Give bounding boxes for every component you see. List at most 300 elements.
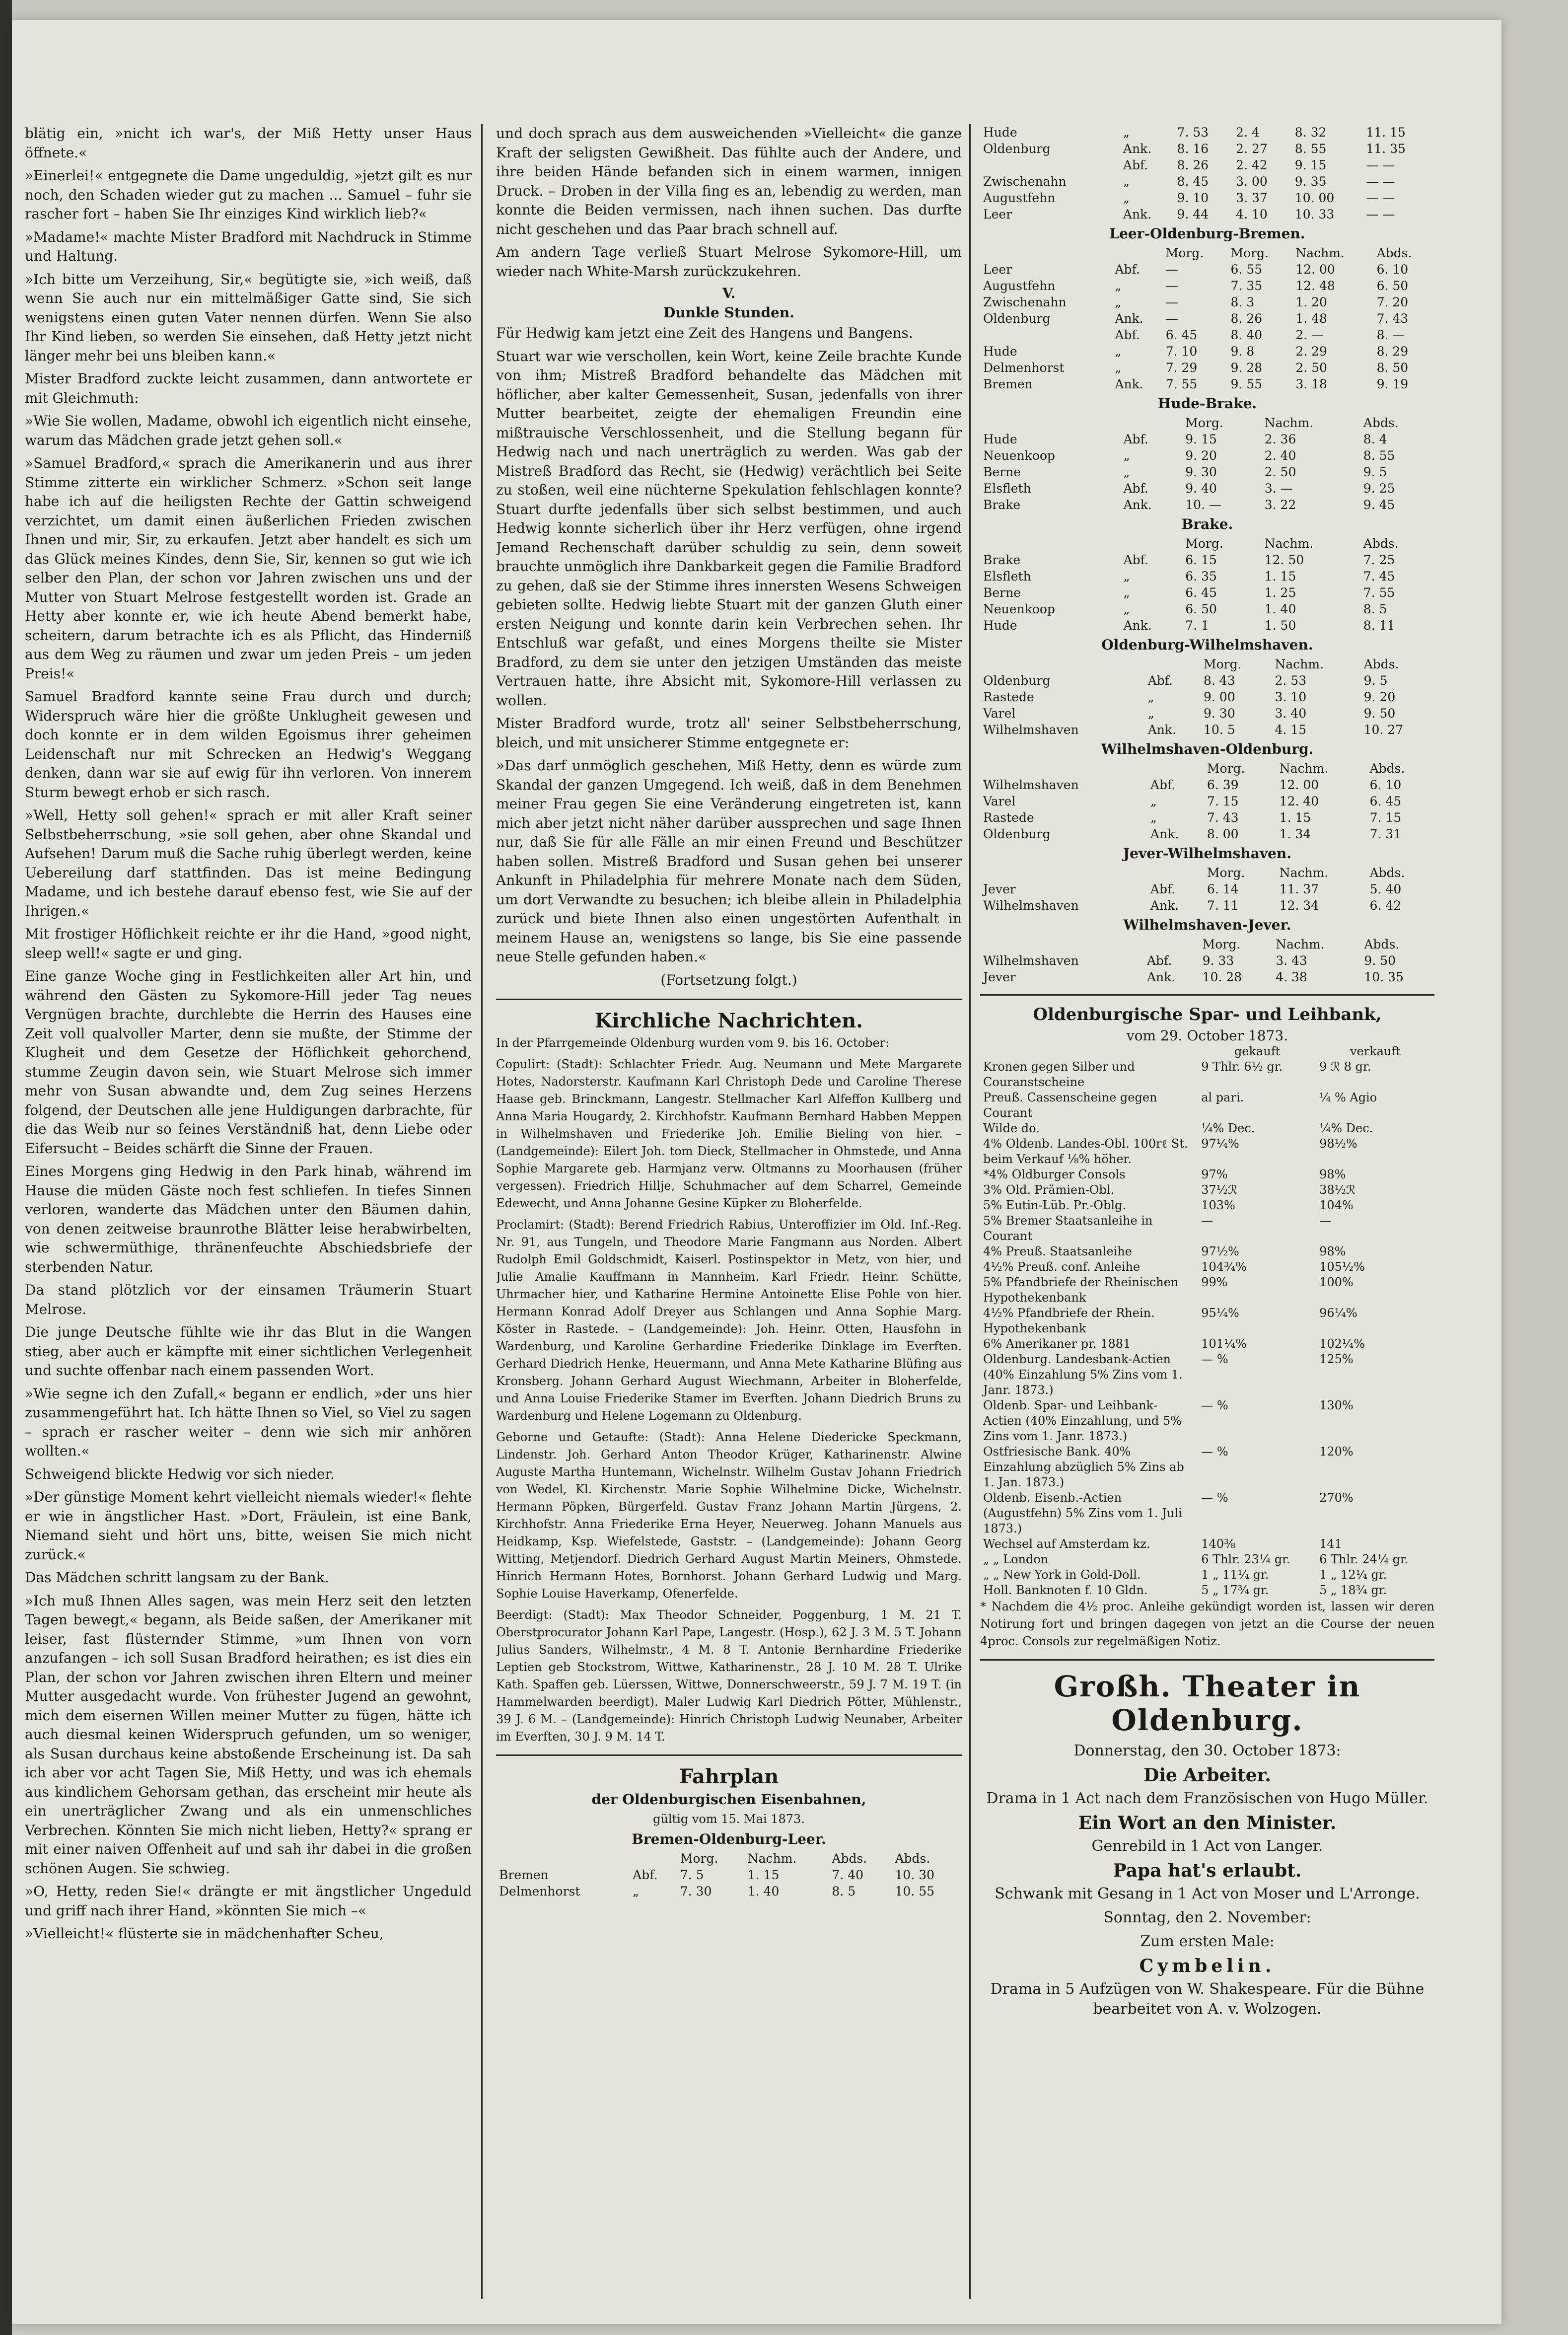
- table-row: [980, 1213, 1434, 1244]
- sell-price: ¼ % Agio: [1319, 1091, 1377, 1104]
- sell-price: 270%: [1319, 1491, 1354, 1505]
- story-paragraph: Mister Bradford zuckte leicht zusammen, dann antwortete er mit Gleichmuth:: [25, 370, 472, 406]
- timetable-oldenburg-wilhelmshaven: [980, 656, 1434, 738]
- table-row: [980, 124, 1434, 141]
- time: 3. 18: [1295, 377, 1327, 391]
- time: 7. 25: [1363, 553, 1395, 567]
- buy-price: 97½%: [1201, 1244, 1239, 1258]
- table-row: [980, 431, 1434, 447]
- route-title: Jever-Wilhelmshaven.: [1123, 845, 1292, 862]
- church-proclamirt: Proclamirt: (Stadt): Berend Friedrich Rabius, Unteroffizier im Old. Inf.-Reg. Nr. 91, aus Tungeln, und Theodore Marie Fangmann aus Norden. Albert Rudolph Emil Goldschmidt, Kaiserl. Postinspektor in Metz, von hier, und Julie Amalie Kauffmann in Mannheim. Karl Friedr. Heinr. Schütte, Uhrmacher hier, und Katharine Hermine Antoinette Elise Pohle von hier. Hermann Konrad Adolf Dreyer aus Schlangen und Anna Sophie Marg. Köster in Rastede. – (Landgemeinde): Joh. Heinr. Otten, Hausfohn in Wardenburg, und Karoline Gerhardine Friederike Dinklage im Everften. Gerhard Diedrich Henke, Heuermann, und Anna Mete Katharine Blüfing aus Kronsberg. Johann Gerhard August Wiechmann, Arbeiter in Bloherfelde, und Anna Louise Friederike Stamer im Everften. Johann Diedrich Bruns zu Wardenburg und Helene Logemann zu Oldenburg.: [496, 1218, 962, 1423]
- col-header: Morg.: [1185, 416, 1223, 430]
- table-row: [980, 1536, 1434, 1552]
- sell-price: 96¼%: [1319, 1306, 1357, 1320]
- time: 11. 35: [1366, 142, 1406, 156]
- theater-title: Großh. Theater in Oldenburg.: [1054, 1670, 1361, 1737]
- station: Rastede: [983, 690, 1034, 704]
- col-header: Morg.: [1165, 246, 1204, 260]
- time: 8. 00: [1207, 827, 1239, 841]
- time: 9. 55: [1230, 377, 1263, 391]
- time: 7. 5: [680, 1868, 704, 1882]
- security-name: 5% Pfandbriefe der Rheinischen Hypothekenbank: [983, 1275, 1179, 1305]
- dep-arr: Ank.: [1115, 377, 1143, 391]
- time: 7. 53: [1177, 125, 1209, 140]
- col-header: Abds.: [1376, 246, 1412, 260]
- col-header: Nachm.: [1279, 761, 1329, 776]
- time: 8. 5: [832, 1884, 856, 1898]
- time: 8. 26: [1230, 311, 1263, 326]
- table-row: [980, 705, 1434, 722]
- time: 7. 30: [680, 1884, 712, 1898]
- time: 12. 34: [1279, 898, 1319, 913]
- time: 12. 48: [1295, 279, 1335, 293]
- time: 7. 1: [1185, 618, 1209, 633]
- story-paragraph: Da stand plötzlich vor der einsamen Träumerin Stuart Melrose.: [25, 1282, 472, 1317]
- dep-arr: Ank.: [1115, 311, 1143, 326]
- security-name: Wechsel auf Amsterdam kz.: [983, 1537, 1150, 1551]
- time: 1. 50: [1264, 618, 1296, 633]
- station: Wilhelmshaven: [983, 953, 1079, 968]
- dep-arr: „: [1115, 361, 1122, 375]
- book-gutter-edge: [0, 0, 12, 2335]
- dep-arr: Ank.: [1147, 723, 1176, 737]
- col-header: Abds.: [1369, 761, 1405, 776]
- table-row: [980, 1490, 1434, 1536]
- buy-price: 140⅜: [1201, 1537, 1236, 1551]
- time: 1. 34: [1279, 827, 1311, 841]
- table-row: [980, 689, 1434, 705]
- buy-price: 97¼%: [1201, 1137, 1239, 1151]
- timetable-subtitle: der Oldenburgischen Eisenbahnen,: [591, 1791, 866, 1808]
- station: [980, 157, 1120, 173]
- sell-price: 5 „ 18¾ gr.: [1319, 1583, 1387, 1597]
- church-copulirt: Copulirt: (Stadt): Schlachter Friedr. Aug. Neumann und Mete Margarete Hotes, Nadorsterstr. Kaufmann Karl Christoph Dede und Caroline Therese Haase geb. Brinckmann, Langestr. Stellmacher Karl Alfeffon Kullberg und Anna Maria Hougardy, 2. Kirchhofstr. Kaufmann Bernhard Habben Meppen in Wilhelmshaven und Friederike Joh. Emilie Bieling von hier. – (Landgemeinde): Eilert Joh. tom Dieck, Stellmacher in Ohmstede, und Anna Sophie Margarete geb. Harmjanz verw. Oltmanns zu Moorhausen (früher vergessen). Friedrich Hillje, Schuhmacher auf dem Scharrel, Gemeinde Edewecht, und Anna Johanne Gesine Küpker zu Bloherfelde.: [496, 1057, 962, 1210]
- time: 9. 8: [1230, 344, 1255, 359]
- story-paragraph: Das Mädchen schritt langsam zu der Bank.: [25, 1569, 329, 1586]
- dep-arr: „: [1115, 344, 1122, 359]
- time: 9. 45: [1363, 498, 1395, 512]
- timetable-hude-brake: [980, 415, 1434, 513]
- station: Hude: [983, 344, 1017, 359]
- security-name: Ostfriesische Bank. 40% Einzahlung abzüglich 5% Zins ab 1. Jan. 1873.): [983, 1445, 1184, 1489]
- buy-price: — %: [1201, 1445, 1228, 1459]
- sell-price: 102¼%: [1319, 1337, 1365, 1351]
- sell-price: 141: [1319, 1537, 1342, 1551]
- story-paragraph: »Einerlei!« entgegnete die Dame ungeduldig, »jetzt gilt es nur noch, den Schaden wieder gut zu machen ... Samuel – fuhr sie rascher fort – haben Sie Ihr einziges Kind wirklich lieb?«: [25, 167, 472, 222]
- station: Brake: [983, 553, 1021, 567]
- col-header: Abds.: [832, 1851, 867, 1866]
- time: 8. 11: [1363, 618, 1395, 633]
- dep-arr: Ank.: [1147, 970, 1176, 984]
- time: 11. 37: [1279, 882, 1319, 896]
- dep-arr: Ank.: [1150, 898, 1179, 913]
- story-paragraph: »Wie segne ich den Zufall,« begann er endlich, »der uns hier zusammengeführt hat. Ich hätte Ihnen so Viel, so Viel zu sagen – sprach er rascher weiter – denn wie sich mir anhören wollten.«: [25, 1385, 472, 1459]
- table-row: [980, 141, 1434, 157]
- timetable-jever-wilhelmshaven: [980, 865, 1434, 914]
- time: 7. 15: [1207, 794, 1239, 808]
- time: 9. 30: [1203, 706, 1235, 721]
- col-header: Abds.: [1363, 416, 1399, 430]
- time: 10. 27: [1363, 723, 1404, 737]
- table-row: [980, 327, 1434, 343]
- story-paragraph: Die junge Deutsche fühlte wie ihr das Blut in die Wangen stieg, aber auch er kämpfte mit einer sichtlichen Verlegenheit und suchte offenbar nach einem passenden Wort.: [25, 1324, 472, 1379]
- table-row: [980, 376, 1434, 392]
- buy-price: 99%: [1201, 1275, 1228, 1289]
- station: Oldenburg: [983, 827, 1051, 841]
- security-name: „ „ New York in Gold-Doll.: [983, 1568, 1141, 1582]
- station: Brake: [983, 498, 1021, 512]
- col-header: Abds.: [1364, 937, 1400, 951]
- time: — —: [1366, 158, 1395, 172]
- first-time-note: Zum ersten Male:: [1140, 1933, 1275, 1950]
- time: 4. 10: [1236, 207, 1268, 221]
- time: 6. 45: [1369, 794, 1402, 808]
- time: 1. 25: [1264, 585, 1296, 600]
- story-paragraph: »Das darf unmöglich geschehen, Miß Hetty, denn es würde zum Skandal der ganzen Umgegend. Ich weiß, daß in dem Benehmen meiner Frau gegen Sie eine Veränderung eingetreten ist, kann mich aber jetzt nicht näher darüber aussprechen und sage Ihnen nur, daß Sie für alle Fälle an mir einen Freund und Beschützer haben sollen. Mistreß Bradford und Susan gehen bei unserer Ankunft in Philadelphia für mehrere Monate nach dem Süden, um dort Verwandte zu besuchen; ich bleibe allein in Philadelphia zurück und biete Ihnen also einen ungestörten Aufenthalt in meinem Hause an, wenigstens so lange, bis Sie eine passende neue Stelle gefunden haben.«: [496, 757, 962, 965]
- bank-rates-table: [980, 1044, 1434, 1598]
- time: 9. 5: [1363, 673, 1388, 688]
- security-name: 5% Bremer Staatsanleihe in Courant: [983, 1214, 1153, 1243]
- col-header: Morg.: [1185, 536, 1223, 551]
- time: 10. 30: [895, 1868, 935, 1882]
- time: 8. 26: [1177, 158, 1209, 172]
- sell-price: 125%: [1319, 1352, 1354, 1366]
- time: 9. 44: [1177, 207, 1209, 221]
- station: Leer: [983, 207, 1012, 221]
- play-title: Cymbelin.: [1139, 1956, 1276, 1976]
- table-row: [980, 294, 1434, 310]
- time: 7. 29: [1165, 361, 1198, 375]
- time: 2. 4: [1236, 125, 1260, 140]
- time: 8. 45: [1177, 174, 1209, 189]
- station: Augustfehn: [983, 279, 1056, 293]
- time: 7. 10: [1165, 344, 1198, 359]
- section-divider: [496, 999, 962, 1000]
- chapter-number: V.: [722, 285, 736, 301]
- time: 2. 42: [1236, 158, 1268, 172]
- security-name: Wilde do.: [983, 1121, 1040, 1135]
- table-row: [980, 1244, 1434, 1259]
- performance-date: Sonntag, den 2. November:: [1103, 1909, 1311, 1926]
- time: 7. 20: [1376, 295, 1409, 309]
- sell-price: 100%: [1319, 1275, 1354, 1289]
- table-row: [980, 1336, 1434, 1352]
- table-row: [980, 826, 1434, 842]
- dep-arr: „: [1123, 448, 1130, 463]
- time: 2. —: [1295, 328, 1324, 342]
- table-row: [980, 1136, 1434, 1167]
- dep-arr: „: [1150, 810, 1157, 825]
- bank-date: vom 29. October 1873.: [1126, 1027, 1288, 1044]
- table-row: [980, 261, 1434, 278]
- dep-arr: „: [633, 1884, 640, 1898]
- sell-price: 38½ℛ: [1319, 1183, 1356, 1197]
- time: 10. 35: [1364, 970, 1404, 984]
- time: 1. 48: [1295, 311, 1327, 326]
- time: 6. 10: [1369, 778, 1402, 792]
- time: 3. 40: [1275, 706, 1307, 721]
- sell-price: 130%: [1319, 1398, 1354, 1412]
- time: 3. 37: [1236, 191, 1268, 205]
- sell-price: 104%: [1319, 1198, 1354, 1212]
- dep-arr: „: [1123, 465, 1130, 479]
- col-header: Abds.: [895, 1851, 930, 1866]
- time: 11. 15: [1366, 125, 1406, 140]
- dep-arr: „: [1123, 602, 1130, 616]
- section-divider: [980, 994, 1434, 996]
- route-title: Wilhelmshaven-Jever.: [1123, 917, 1291, 933]
- security-name: Kronen gegen Silber und Couranstscheine: [983, 1060, 1135, 1089]
- time: 10. 00: [1294, 191, 1335, 205]
- station: Bremen: [499, 1868, 549, 1882]
- table-row: [980, 617, 1434, 634]
- time: 7. 45: [1363, 569, 1395, 584]
- route-title: Hude-Brake.: [1157, 395, 1257, 412]
- sell-price: 98%: [1319, 1168, 1346, 1181]
- station: Neuenkoop: [983, 448, 1055, 463]
- time: 9. 50: [1363, 706, 1396, 721]
- station: Berne: [983, 465, 1021, 479]
- route-title: Oldenburg-Wilhelmshaven.: [1101, 637, 1313, 653]
- buy-price: 104¾%: [1201, 1260, 1247, 1274]
- route-title: Wilhelmshaven-Oldenburg.: [1101, 741, 1314, 757]
- table-row: [980, 1552, 1434, 1567]
- table-row: [980, 1090, 1434, 1121]
- table-row: [980, 568, 1434, 584]
- time: 9. 10: [1177, 191, 1209, 205]
- time: 7. 55: [1363, 585, 1395, 600]
- col-header: Morg.: [1207, 866, 1245, 880]
- play-title: Ein Wort an den Minister.: [1078, 1813, 1337, 1833]
- time: 9. 00: [1203, 690, 1235, 704]
- table-row: [980, 1352, 1434, 1398]
- dep-arr: Abf.: [1147, 953, 1172, 968]
- dep-arr: „: [1150, 794, 1157, 808]
- buy-price: 95¼%: [1201, 1306, 1239, 1320]
- time: 10. 55: [895, 1884, 935, 1898]
- time: 9. 50: [1364, 953, 1396, 968]
- time: —: [1165, 262, 1178, 277]
- time: 12. 50: [1264, 553, 1304, 567]
- station: Varel: [983, 794, 1016, 808]
- dep-arr: Abf.: [1150, 778, 1176, 792]
- table-row: [980, 777, 1434, 793]
- time: 12. 00: [1295, 262, 1335, 277]
- security-name: 6% Amerikaner pr. 1881: [983, 1337, 1131, 1351]
- station: Oldenburg: [983, 311, 1051, 326]
- station: Augustfehn: [983, 191, 1056, 205]
- station: Hude: [983, 125, 1017, 140]
- church-geborne: Geborne und Getaufte: (Stadt): Anna Helene Diedericke Speckmann, Lindenstr. Joh. Gerhard Anton Theodor Krüger, Katharinenstr. Alwine Auguste Martha Huntemann, Wichelnstr. Wilhelm Gustav Johann Friedrich von Wedel, Kl. Kirchenstr. Marie Sophie Wilhelmine Dicke, Wichelnstr. Hermann Pöpken, Bürgerfeld. Gustav Franz Johann Martin Jürgens, 2. Kirchhofstr. Anna Friederike Erna Heyer, Neuerweg. Johann Manuels aus Heidkamp, Ksp. Wiefelstede, Gaststr. – (Landgemeinde): Johann Georg Witting, Metjendorf. Diedrich Gerhard August Martin Meiners, Ohmstede. Hinrich Hermann Hotes, Bornhorst. Johann Gerhard Ludwig und Marg. Sophie Louise Haverkamp, Ofenerfelde.: [496, 1430, 962, 1601]
- time: 1. 15: [1264, 569, 1296, 584]
- table-row: [980, 1198, 1434, 1213]
- church-news-title: Kirchliche Nachrichten.: [594, 1009, 863, 1032]
- story-paragraph: »Ich bitte um Verzeihung, Sir,« begütigte sie, »ich weiß, daß wenn Sie auch nur ein mittelmäßiger Gatte sind, Sie sich wenigstens einen guten Vater nennen dürfen. Wenn Sie also Ihr Kind lieben, so werden Sie einsehen, daß Hetty jetzt nicht länger mehr bei uns bleiben kann.«: [25, 271, 472, 364]
- buy-price: ¼% Dec.: [1201, 1121, 1255, 1135]
- table-row: [980, 1398, 1434, 1444]
- station: Jever: [983, 882, 1016, 896]
- dep-arr: „: [1115, 295, 1122, 309]
- story-paragraph: »Ich muß Ihnen Alles sagen, was mein Herz seit den letzten Tagen bewegt,« begann, als Beide saßen, der Amerikaner mit leiser, fast flüsternder Stimme, »um Ihnen von vorn anzufangen – ich soll Susan Bradford heirathen; es ist dies ein Plan, der schon vor Jahren zwischen ihren Eltern und meiner Mutter ausgedacht wurde. Von frühester Jugend an gewohnt, mich dem eisernen Willen meiner Mutter zu fügen, hätte ich auch diesmal keinen Widerspruch gefunden, um so weniger, als Susan durchaus keine abstoßende Erscheinung ist. Da sah ich aber vor acht Tagen Sie, Miß Hetty, und was ich ehemals aus kindlichem Gehorsam gethan, das erscheint mir heute als ein unerträglicher Zwang und als ein unmenschliches Verbrechen. Könnten Sie mich nicht lieben, Hetty?« sprang er mit einer naiven Offenheit auf und sah ihr dabei in die großen schönen Augen. Sie schwieg.: [25, 1592, 472, 1877]
- dep-arr: Abf.: [1150, 882, 1176, 896]
- timetable-bremen-oldenburg-leer: [496, 1850, 962, 1899]
- play-description: Schwank mit Gesang in 1 Act von Moser und L'Arronge.: [995, 1885, 1420, 1902]
- time: 8. 16: [1177, 142, 1209, 156]
- table-row: [980, 157, 1434, 173]
- story-paragraph: Stuart war wie verschollen, kein Wort, keine Zeile brachte Kunde von ihm; Mistreß Bradford behandelte das Mädchen mit höflicher, aber kalter Gemessenheit, Susan, jedenfalls von ihrer Mutter bearbeitet, zeigte der ehemaligen Freundin eine mißtrauische Verschlossenheit, und die Stellung begann für Hedwig nach und nach unerträglich zu werden. Was gab der Mistreß Bradford das Recht, sie (Hedwig) verächtlich bei Seite zu stoßen, weil eine nüchterne Spekulation fehlschlagen konnte? Stuart durfte jedenfalls über sich selbst bestimmen, und auch Hedwig konnte sicherlich über ihr Herz verfügen, ohne irgend Jemand Rechenschaft darüber schuldig zu sein, denn soweit brauchte unmöglich ihre Dankbarkeit gegen die Familie Bradford zu gehen, daß sie der Stimme ihres innersten Wesens Schweigen gebieten sollte. Hedwig liebte Stuart mit der ganzen Gluth einer ersten Neigung und konnte darin kein Verbrechen sehen. Ihr Entschluß war gefaßt, und eines Morgens theilte sie Mister Bradford, zu dem sie unter den jetzigen Umständen das meiste Vertrauen hatte, ihre Absicht mit, Sykomore-Hill verlassen zu wollen.: [496, 348, 962, 709]
- security-name: Oldenb. Eisenb.-Actien (Augustfehn) 5% Zins vom 1. Juli 1873.): [983, 1491, 1182, 1535]
- play-title: Papa hat's erlaubt.: [1113, 1860, 1302, 1881]
- table-row: [980, 206, 1434, 222]
- time: 9. 15: [1294, 158, 1327, 172]
- bank-footnote: * Nachdem die 4½ proc. Anleihe gekündigt worden ist, lassen wir deren Notirung fort und bringen dagegen von jetzt an die Course der neuen 4proc. Consols zur regelmäßigen Notiz.: [980, 1600, 1434, 1648]
- time: 8. —: [1376, 328, 1405, 342]
- time: 6. 50: [1185, 602, 1217, 616]
- time: 2. 50: [1295, 361, 1327, 375]
- time: 7. 55: [1165, 377, 1198, 391]
- time: 7. 40: [832, 1868, 864, 1882]
- section-divider: [496, 1754, 962, 1756]
- buy-price: — %: [1201, 1398, 1228, 1412]
- story-paragraph: »Samuel Bradford,« sprach die Amerikanerin und aus ihrer Stimme zitterte ein wirklicher Schmerz. »Schon seit lange habe ich auf die heiligsten Rechte der Gattin schweigend verzichtet, um damit einen äußerlichen Frieden zwischen Ihnen und mir, Sir, zu erkaufen. Jetzt aber handelt es sich um das Glück meines Kindes, denn Sie, Sir, kennen so gut wie ich selber den Plan, der schon vor Jahren zwischen uns und der Mutter von Stuart Melrose festgestellt worden ist. Grade an Hetty aber konnte er, wie ich heute Abend bemerkt habe, scheitern, darum betrachte ich es als Pflicht, das Hinderniß aus dem Weg zu räumen und zwar um jeden Preis – um jeden Preis!«: [25, 455, 472, 682]
- col-header: Abds.: [1363, 657, 1399, 671]
- buy-price: 6 Thlr. 23¼ gr.: [1201, 1552, 1290, 1566]
- time: 7. 15: [1369, 810, 1402, 825]
- time: 3. 43: [1276, 953, 1307, 968]
- time: 9. 19: [1376, 377, 1409, 391]
- sell-price: 1 „ 12¼ gr.: [1319, 1568, 1387, 1582]
- time: 6. 39: [1207, 778, 1239, 792]
- time: 4. 38: [1276, 970, 1307, 984]
- table-row: [980, 1444, 1434, 1490]
- time: 8. 55: [1363, 448, 1395, 463]
- newspaper-page: [12, 20, 1501, 2324]
- time: 7. 31: [1369, 827, 1402, 841]
- buy-price: 37½ℛ: [1201, 1183, 1238, 1197]
- timetable-wilhelmshaven-oldenburg: [980, 760, 1434, 842]
- table-row: [980, 464, 1434, 480]
- security-name: „ „ London: [983, 1552, 1049, 1566]
- story-paragraph: »Madame!« machte Mister Bradford mit Nachdruck in Stimme und Haltung.: [25, 228, 472, 264]
- time: 8. 5: [1363, 602, 1387, 616]
- church-intro: In der Pfarrgemeinde Oldenburg wurden vom 9. bis 16. October:: [496, 1036, 890, 1050]
- table-row: [980, 310, 1434, 327]
- time: 9. 20: [1363, 690, 1396, 704]
- time: 3. 22: [1264, 498, 1296, 512]
- buy-price: — %: [1201, 1352, 1228, 1366]
- timetable-valid: gültig vom 15. Mai 1873.: [653, 1812, 805, 1826]
- time: 8. 32: [1294, 125, 1327, 140]
- play-title: Die Arbeiter.: [1143, 1765, 1271, 1786]
- station: Elsfleth: [983, 481, 1031, 496]
- dep-arr: „: [1147, 690, 1154, 704]
- table-row: [980, 1306, 1434, 1336]
- table-row: [980, 1059, 1434, 1090]
- time: 6. 42: [1369, 898, 1402, 913]
- station: Leer: [983, 262, 1012, 277]
- column-rule: [969, 124, 971, 2299]
- timetable-brake-hude: [980, 535, 1434, 634]
- dep-arr: „: [1123, 585, 1130, 600]
- timetable-wilhelmshaven-jever: [980, 936, 1434, 985]
- table-row: [980, 1182, 1434, 1198]
- col-header: Morg.: [1202, 937, 1241, 951]
- time: 9. 30: [1185, 465, 1217, 479]
- continued-note: (Fortsetzung folgt.): [660, 971, 797, 988]
- security-name: 5% Eutin-Lüb. Pr.-Oblg.: [983, 1198, 1127, 1212]
- table-row: [980, 897, 1434, 914]
- church-beerdigt: Beerdigt: (Stadt): Max Theodor Schneider, Poggenburg, 1 M. 21 T. Oberstprocurator Johann Karl Pape, Langestr. (Hosp.), 62 J. 3 M. 5 T. Johann Julius Sanders, Wilhelmstr., 4 M. 8 T. Antonie Bernhardine Friederike Leptien geb Stockstrom, Wittwe, Katharinenstr., 28 J. 10 M. 28 T. Ulrike Kath. Spaffen geb. Lüerssen, Wittwe, Donnerschweerstr., 59 J. 7 M. 19 T. (in Hammelwarden beerdigt). Maler Ludwig Karl Diedrich Pötter, Mühlenstr., 39 J. 6 M. – (Landgemeinde): Hinrich Christoph Ludwig Neunaber, Arbeiter im Everften, 30 J. 9 M. 14 T.: [496, 1608, 962, 1744]
- dep-arr: Abf.: [633, 1868, 658, 1882]
- time: 1. 15: [747, 1868, 780, 1882]
- time: 1. 20: [1295, 295, 1327, 309]
- table-row: [980, 1259, 1434, 1275]
- time: 10. —: [1185, 498, 1221, 512]
- time: 12. 40: [1279, 794, 1319, 808]
- time: 8. 29: [1376, 344, 1409, 359]
- time: — —: [1366, 207, 1395, 221]
- sell-price: ¼% Dec.: [1319, 1121, 1373, 1135]
- story-paragraph: Für Hedwig kam jetzt eine Zeit des Hangens und Bangens.: [496, 325, 913, 341]
- time: 9. 25: [1363, 481, 1395, 496]
- col-header: Abds.: [1369, 866, 1405, 880]
- story-paragraph: Am andern Tage verließ Stuart Melrose Sykomore-Hill, um wieder nach White-Marsh zurückzukehren.: [496, 244, 962, 280]
- dep-arr: Ank.: [1123, 618, 1152, 633]
- station: Wilhelmshaven: [983, 723, 1079, 737]
- right-column: [980, 124, 1434, 2023]
- table-row: [980, 447, 1434, 464]
- story-paragraph: und doch sprach aus dem ausweichenden »Vielleicht« die ganze Kraft der seligsten Gewißheit. Das fühlte auch der Andere, und ihre beiden Hände befanden sich in einem warmen, innigen Druck. – Droben in der Villa fing es an, lebendig zu werden, man konnte die Beiden vermissen, nach ihnen suchen. Das durfte nicht geschehen und das Paar brach schnell auf.: [496, 125, 962, 237]
- sell-price: 105½%: [1319, 1260, 1365, 1274]
- station: Delmenhorst: [499, 1884, 580, 1898]
- story-paragraph: Eine ganze Woche ging in Festlichkeiten aller Art hin, und während den Gästen zu Sykomore-Hill jeder Tag neues Vergnügen brachte, durchlebte die Herrin des Hauses eine Zeit voll qualvoller Marter, denn sie mußte, der Stimme der Klugheit und dem Gesetze der Höflichkeit gehorchend, stumme Zeugin davon sein, wie Stuart Melrose sich immer mehr von Susan abwandte und, dem Zug seines Herzens folgend, der Deutschen alle jene Huldigungen darbrachte, für die das Weib nur so feines Verständniß hat, denn Liebe oder Eifersucht – Beides schärft die Sinne der Frauen.: [25, 968, 472, 1157]
- col-header: Morg.: [1207, 761, 1245, 776]
- story-column-middle: [496, 124, 962, 1899]
- security-name: Oldenburg. Landesbank-Actien (40% Einzahlung 5% Zins vom 1. Janr. 1873.): [983, 1352, 1183, 1397]
- station: [980, 327, 1112, 343]
- time: 2. 50: [1264, 465, 1296, 479]
- station: Oldenburg: [983, 673, 1051, 688]
- dep-arr: Abf.: [1123, 158, 1148, 172]
- time: 9. 33: [1202, 953, 1234, 968]
- buy-price: — %: [1201, 1491, 1228, 1505]
- col-header: gekauft: [1234, 1044, 1281, 1058]
- table-row: [980, 672, 1434, 689]
- time: 9. 20: [1185, 448, 1217, 463]
- dep-arr: Abf.: [1123, 553, 1148, 567]
- dep-arr: Abf.: [1147, 673, 1173, 688]
- story-paragraph: »Vielleicht!« flüsterte sie in mädchenhafter Scheu,: [25, 1925, 384, 1942]
- theater-announcement: [980, 1670, 1434, 2019]
- dep-arr: „: [1147, 706, 1154, 721]
- time: 2. 40: [1264, 448, 1296, 463]
- sell-price: —: [1319, 1214, 1332, 1228]
- col-header: Nachm.: [1279, 866, 1329, 880]
- time: —: [1165, 295, 1178, 309]
- station: Rastede: [983, 810, 1034, 825]
- time: 8. 55: [1294, 142, 1327, 156]
- col-header: Nachm.: [1295, 246, 1345, 260]
- story-paragraph: Eines Morgens ging Hedwig in den Park hinab, während im Hause die müden Gäste noch fest schliefen. In tiefes Sinnen verloren, wanderte das Mädchen unter den Bäumen dahin, von denen zeitweise braunrothe Blätter leise herabwirbelten, wie schwermüthige, thränenfeuchte Abschiedsbriefe der sterbenden Natur.: [25, 1163, 472, 1275]
- time: 8. 4: [1363, 432, 1387, 446]
- dep-arr: „: [1123, 125, 1130, 140]
- time: —: [1165, 311, 1178, 326]
- time: 3. —: [1264, 481, 1293, 496]
- time: — —: [1366, 191, 1395, 205]
- security-name: Oldenb. Spar- und Leihbank-Actien (40% Einzahlung, und 5% Zins vom 1. Janr. 1873.): [983, 1398, 1182, 1443]
- time: 5. 40: [1369, 882, 1402, 896]
- table-row: [980, 601, 1434, 617]
